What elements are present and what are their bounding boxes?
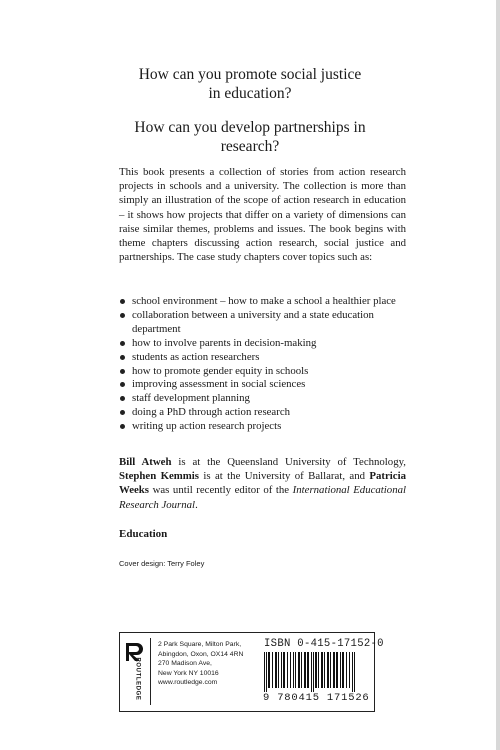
- list-item: school environment – how to make a school a healthier place: [119, 295, 419, 309]
- address-line: 270 Madison Ave,: [158, 660, 212, 668]
- list-item: how to promote gender equity in schools: [119, 365, 419, 379]
- heading-partnerships: [0, 118, 500, 156]
- barcode-bar: [333, 652, 335, 688]
- barcode-bar: [264, 652, 265, 694]
- category-label: Education: [119, 528, 168, 540]
- barcode-bar: [349, 652, 350, 688]
- bio-text: was until recently editor of the: [149, 484, 293, 497]
- bio-text: .: [195, 498, 198, 511]
- barcode-bar: [304, 652, 306, 688]
- list-item: doing a PhD through action research: [119, 406, 419, 420]
- barcode-bar: [278, 652, 279, 688]
- barcode-bar: [295, 652, 296, 688]
- list-item: students as action researchers: [119, 351, 419, 365]
- address-line: New York NY 10016: [158, 669, 219, 677]
- barcode-bar: [290, 652, 291, 688]
- barcode-bar: [283, 652, 285, 688]
- barcode-bar: [318, 652, 319, 688]
- barcode-bar: [275, 652, 277, 688]
- address-line: www.routledge.com: [158, 679, 218, 687]
- heading-line: research?: [220, 138, 280, 155]
- heading-social-justice: [0, 65, 500, 103]
- barcode-bar: [311, 652, 312, 694]
- bio-text: is at the University of Ballarat, and: [198, 470, 370, 483]
- barcode-bar: [342, 652, 344, 688]
- publisher-divider: [150, 638, 151, 705]
- heading-line: How can you promote social justice: [138, 66, 362, 83]
- barcode-bar: [330, 652, 331, 688]
- author-name: Patricia Weeks: [119, 470, 406, 497]
- barcode-bar: [354, 652, 355, 694]
- barcode-bar: [301, 652, 302, 688]
- list-item: how to involve parents in decision-making: [119, 337, 419, 351]
- barcode-bar: [293, 652, 294, 688]
- barcode-bar: [307, 652, 309, 688]
- journal-title: International Educational Research Journal: [119, 484, 406, 511]
- list-item: writing up action research projects: [119, 420, 419, 434]
- heading-line: in education?: [208, 85, 292, 102]
- publisher-address: [158, 640, 243, 688]
- barcode-bar: [336, 652, 338, 688]
- barcode-number: 9 780415 171526: [263, 692, 370, 704]
- barcode-bar: [287, 652, 288, 688]
- address-line: Abingdon, Oxon, OX14 4RN: [158, 650, 244, 658]
- bio-text: is at the Queensland University of Technology,: [171, 456, 406, 468]
- barcode-bar: [346, 652, 347, 688]
- topics-list: [119, 295, 419, 434]
- barcode-bar: [340, 652, 341, 688]
- barcode-bar: [352, 652, 353, 694]
- barcode-bar: [268, 652, 270, 688]
- barcode-bar: [266, 652, 267, 694]
- barcode-bar: [327, 652, 329, 688]
- address-line: 2 Park Square, Milton Park,: [158, 641, 242, 648]
- barcode-bar: [313, 652, 314, 694]
- barcode-bar: [298, 652, 300, 688]
- barcode-bar: [321, 652, 323, 688]
- barcode-bar: [315, 652, 317, 688]
- page-edge-shadow: [496, 0, 500, 750]
- list-item: collaboration between a university and a state education department: [119, 309, 419, 337]
- heading-line: How can you develop partnerships in: [134, 119, 366, 136]
- list-item: staff development planning: [119, 392, 419, 406]
- list-item: improving assessment in social sciences: [119, 378, 419, 392]
- author-name: Bill Atweh: [119, 456, 172, 468]
- publisher-logo-text: [123, 657, 149, 702]
- barcode-bar: [281, 652, 282, 688]
- book-description: This book presents a collection of stories from action research projects in schools and a university. The collection is more than simply an illustration of the scope of action research in education – it shows how projects that differ on a variety of dimensions can raise similar themes, problems and issues. The book begins with theme chapters discussing action research, social justice and partnerships. The case study chapters cover topics such as:: [119, 166, 406, 264]
- barcode-bar: [324, 652, 325, 688]
- author-name: Stephen Kemmis: [119, 470, 199, 483]
- author-bio: [119, 455, 406, 512]
- cover-design-credit: Cover design: Terry Foley: [119, 559, 205, 568]
- barcode-bar: [272, 652, 273, 688]
- logo-wordmark: ROUTLEDGE: [134, 657, 141, 701]
- isbn-label: ISBN 0-415-17152-0: [264, 638, 384, 650]
